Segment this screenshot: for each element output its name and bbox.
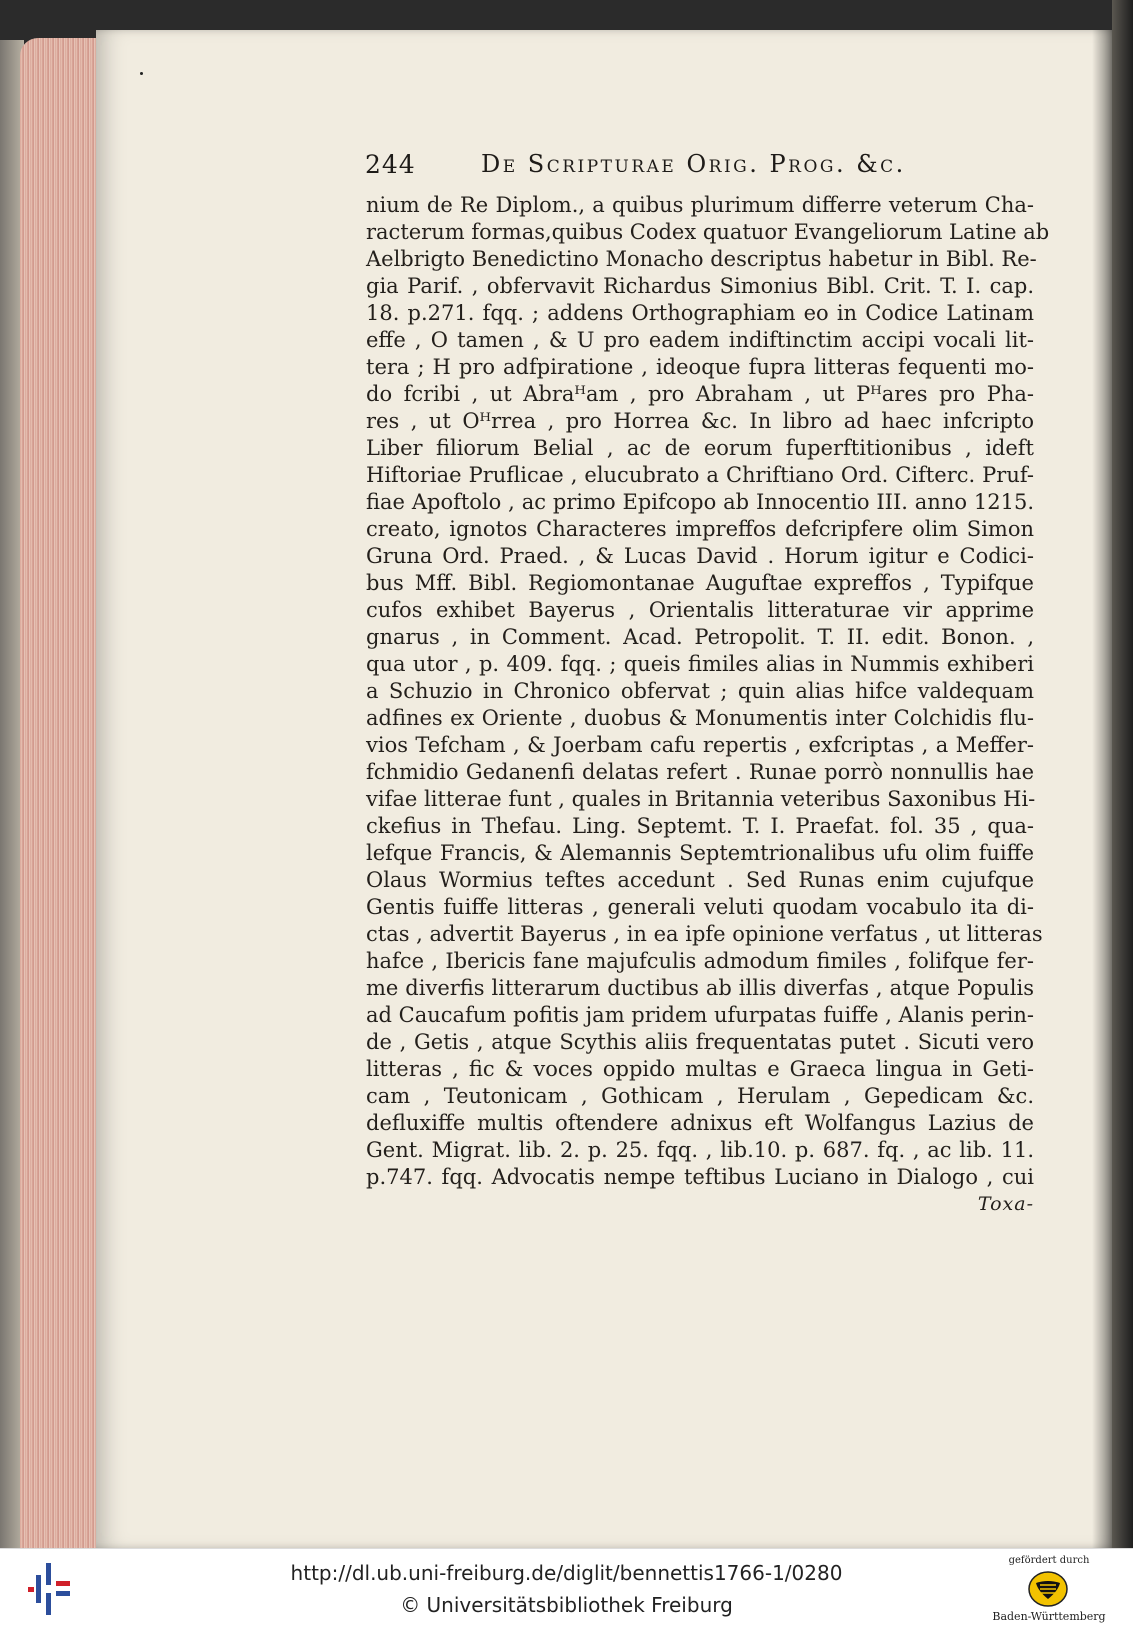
- text-line: me diverfis litterarum ductibus ab illis diverfas , atque Populis: [366, 976, 1034, 1000]
- text-line: Liber filiorum Belial , ac de eorum fuperftitionibus , ideft: [366, 436, 1034, 460]
- text-line: cufos exhibet Bayerus , Orientalis litteraturae vir apprime: [366, 598, 1034, 622]
- text-line: ckefius in Thefau. Ling. Septemt. T. I. Praefat. fol. 35 , qua-: [366, 814, 1034, 838]
- text-line: tera ; H pro adfpiratione , ideoque fupra litteras fequenti mo-: [366, 355, 1034, 379]
- text-line: defluxiffe multis oftendere adnixus eft Wolfangus Lazius de: [366, 1111, 1034, 1135]
- text-line: Gruna Ord. Praed. , & Lucas David . Horum igitur e Codici-: [366, 544, 1034, 568]
- copyright-notice: © Universitätsbibliothek Freiburg: [400, 1593, 733, 1617]
- text-line: hafce , Ibericis fane majufculis admodum fimiles , folifque fer-: [366, 949, 1034, 973]
- text-line: ctas , advertit Bayerus , in ea ipfe opinione verfatus , ut litteras: [366, 922, 1043, 946]
- text-line: Aelbrigto Benedictino Monacho descriptus habetur in Bibl. Re-: [366, 247, 1037, 271]
- sponsor-label: gefördert durch: [1008, 1555, 1090, 1566]
- text-line: effe , O tamen , & U pro eadem indiftinctim accipi vocali lit-: [366, 328, 1034, 352]
- text-line: de , Getis , atque Scythis aliis frequentatas putet . Sicuti vero: [366, 1030, 1034, 1054]
- running-title: De Scripturae Orig. Prog. &c.: [481, 150, 906, 178]
- page-number: 244: [365, 150, 416, 179]
- text-line: vios Tefcham , & Joerbam cafu repertis , exfcriptas , a Meffer-: [366, 733, 1034, 757]
- sponsor-name: Baden-Württemberg: [992, 1610, 1106, 1623]
- sponsor-block: [984, 1553, 1114, 1625]
- viewer-footer: [0, 1548, 1133, 1627]
- text-line: qua utor , p. 409. fqq. ; queis fimiles alias in Nummis exhiberi: [366, 652, 1034, 676]
- catchword: Toxa-: [977, 1193, 1034, 1215]
- text-line: racterum formas,quibus Codex quatuor Evangeliorum Latine ab: [366, 220, 1050, 244]
- page-header: [365, 150, 1045, 186]
- text-line: a Schuzio in Chronico obfervat ; quin alias hifce valdequam: [366, 679, 1034, 703]
- text-line: 18. p.271. fqq. ; addens Orthographiam eo in Codice Latinam: [366, 301, 1034, 325]
- text-line: bus Mff. Bibl. Regiomontanae Auguftae expreffos , Typifque: [366, 571, 1034, 595]
- text-line: cam , Teutonicam , Gothicam , Herulam , Gepedicam &c.: [366, 1084, 1034, 1108]
- text-line: fchmidio Gedanenfi delatas refert . Runae porrò nonnullis hae: [366, 760, 1034, 784]
- text-line: p.747. fqq. Advocatis nempe teftibus Luciano in Dialogo , cui: [366, 1165, 1034, 1189]
- page-edges: [20, 38, 100, 1548]
- text-line: res , ut Oᴴrrea , pro Horrea &c. In libro ad haec infcripto: [366, 409, 1034, 433]
- text-line: ad Caucafum pofitis jam pridem ufurpatas fuiffe , Alanis perin-: [366, 1003, 1034, 1027]
- text-line: creato, ignotos Characteres impreffos defcripfere olim Simon: [366, 517, 1034, 541]
- body-text: [366, 192, 1050, 1217]
- text-line: Gent. Migrat. lib. 2. p. 25. fqq. , lib.10. p. 687. fq. , ac lib. 11.: [366, 1138, 1034, 1162]
- text-line: gnarus , in Comment. Acad. Petropolit. T. II. edit. Bonon. ,: [366, 625, 1034, 649]
- text-line: fiae Apoftolo , ac primo Epifcopo ab Innocentio III. anno 1215.: [366, 490, 1034, 514]
- text-line: lefque Francis, & Alemannis Septemtrionalibus ufu olim fuiffe: [366, 841, 1034, 865]
- text-line: gia Parif. , obfervavit Richardus Simonius Bibl. Crit. T. I. cap.: [366, 274, 1034, 298]
- text-line: Gentis fuiffe litteras , generali veluti quodam vocabulo ita di-: [366, 895, 1034, 919]
- text-line: Hiftoriae Pruflicae , elucubrato a Chriftiano Ord. Cifterc. Pruf-: [366, 463, 1034, 487]
- text-line: litteras , fic & voces oppido multas e Graeca lingua in Geti-: [366, 1057, 1034, 1081]
- permalink-url[interactable]: http://dl.ub.uni-freiburg.de/diglit/bennettis1766-1/0280: [290, 1561, 843, 1585]
- text-line: nium de Re Diplom., a quibus plurimum differre veterum Cha-: [366, 193, 1034, 217]
- text-line: Olaus Wormius teftes accedunt . Sed Runas enim cujufque: [366, 868, 1034, 892]
- baden-wuerttemberg-crest-icon: [1028, 1569, 1068, 1609]
- binding-edge: [1112, 0, 1133, 1548]
- text-line: adfines ex Oriente , duobus & Monumentis inter Colchidis flu-: [366, 706, 1034, 730]
- ink-speck: [140, 72, 143, 75]
- text-line: vifae litterae funt , quales in Britannia veteribus Saxonibus Hi-: [366, 787, 1036, 811]
- text-line: do fcribi , ut Abraᴴam , pro Abraham , ut Pᴴares pro Pha-: [366, 382, 1034, 406]
